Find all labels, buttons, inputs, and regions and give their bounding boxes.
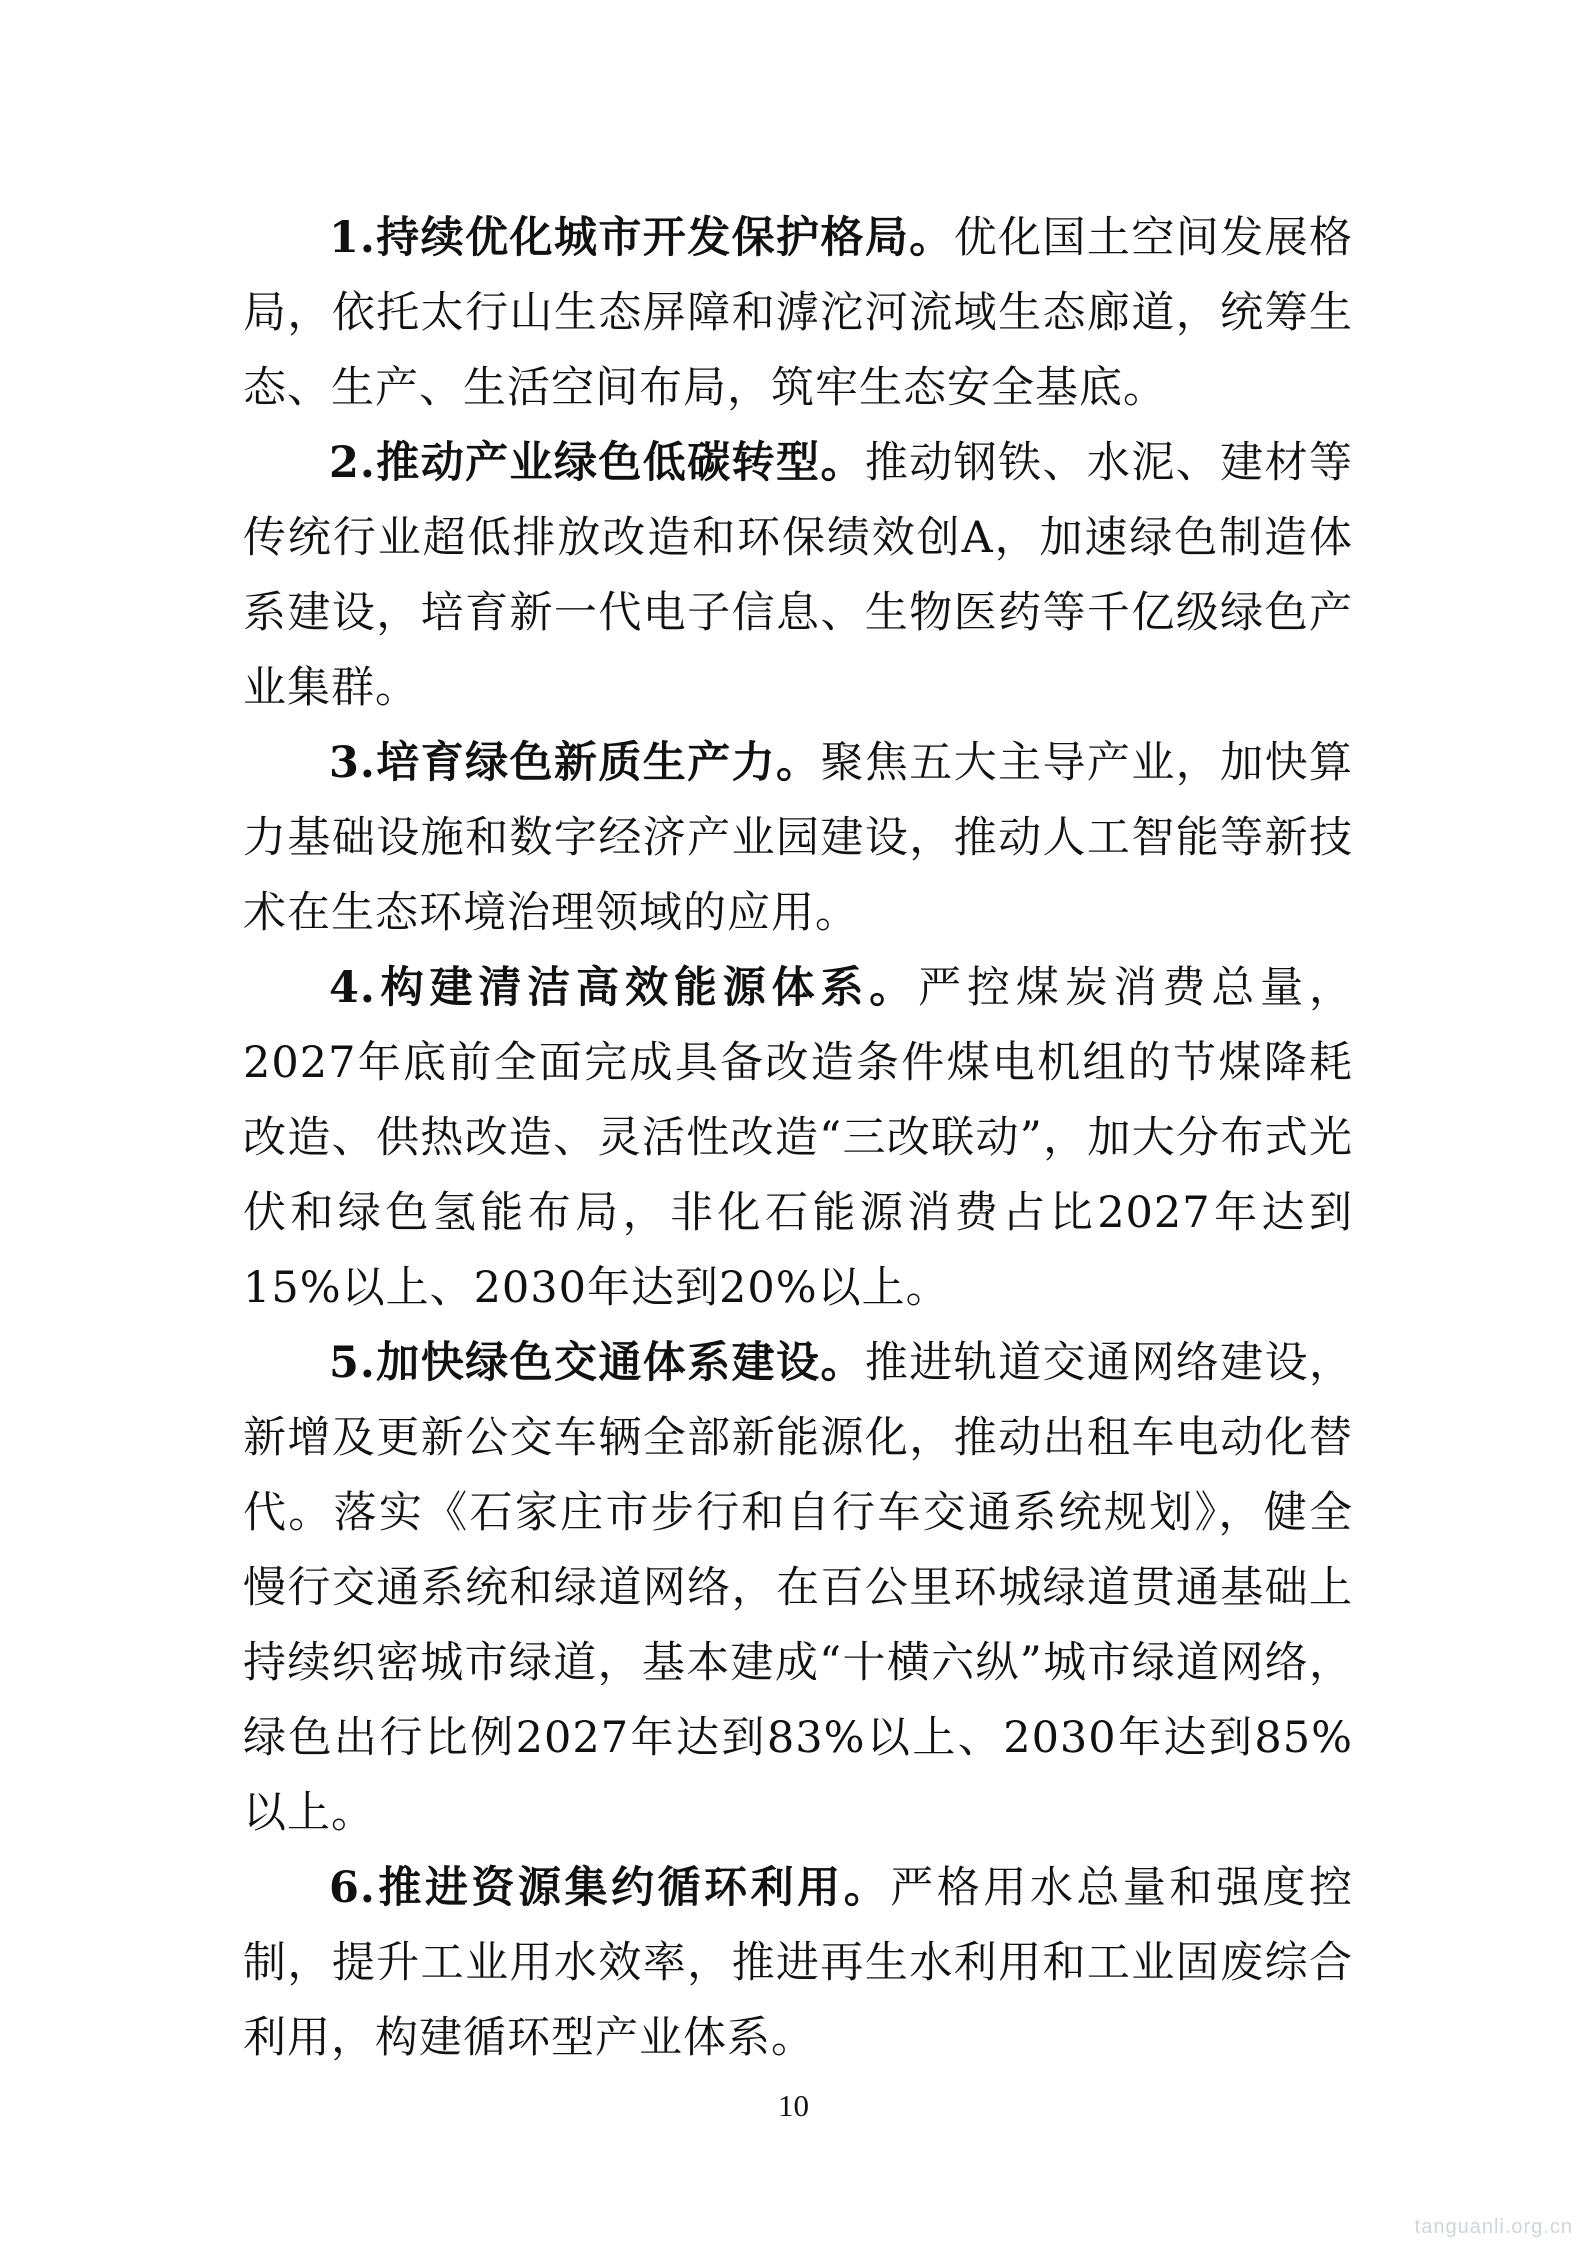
paragraph-2 — [243, 426, 1353, 726]
page-number: 10 — [778, 2088, 809, 2123]
document-body — [243, 201, 1353, 2076]
paragraph-4-heading: 4.构建清洁高效能源体系。 — [329, 963, 919, 1013]
paragraph-4-text: 严控煤炭消费总量，2027年底前全面完成具备改造条件煤电机组的节煤降耗改造、供热改造、灵活性改造“三改联动”，加大分布式光伏和绿色氢能布局，非化石能源消费占比2027年达到15%以上、2030年达到20%以上。 — [243, 963, 1353, 1313]
paragraph-5 — [243, 1326, 1353, 1851]
paragraph-4 — [243, 951, 1353, 1326]
paragraph-2-heading: 2.推动产业绿色低碳转型。 — [329, 438, 865, 488]
paragraph-5-heading: 5.加快绿色交通体系建设。 — [329, 1338, 865, 1388]
paragraph-2-text: 推动钢铁、水泥、建材等传统行业超低排放改造和环保绩效创A，加速绿色制造体系建设，培育新一代电子信息、生物医药等千亿级绿色产业集群。 — [243, 438, 1353, 713]
paragraph-1-heading: 1.持续优化城市开发保护格局。 — [329, 213, 954, 263]
paragraph-1 — [243, 201, 1353, 426]
watermark-text: tanguanli.org.cn — [1414, 2216, 1573, 2238]
paragraph-3-heading: 3.培育绿色新质生产力。 — [329, 738, 821, 788]
paragraph-5-text: 推进轨道交通网络建设，新增及更新公交车辆全部新能源化，推动出租车电动化替代。落实《石家庄市步行和自行车交通系统规划》，健全慢行交通系统和绿道网络，在百公里环城绿道贯通基础上持续织密城市绿道，基本建成“十横六纵”城市绿道网络，绿色出行比例2027年达到83%以上、2030年达到85%以上。 — [243, 1338, 1353, 1838]
paragraph-6-heading: 6.推进资源集约循环利用。 — [329, 1863, 891, 1913]
paragraph-6-text: 严格用水总量和强度控制，提升工业用水效率，推进再生水利用和工业固废综合利用，构建循环型产业体系。 — [243, 1863, 1354, 2063]
paragraph-3 — [243, 726, 1353, 951]
paragraph-6 — [243, 1851, 1353, 2076]
paragraph-3-text: 聚焦五大主导产业，加快算力基础设施和数字经济产业园建设，推动人工智能等新技术在生态环境治理领域的应用。 — [243, 738, 1354, 938]
paragraph-1-text: 优化国土空间发展格局，依托太行山生态屏障和滹沱河流域生态廊道，统筹生态、生产、生活空间布局，筑牢生态安全基底。 — [243, 213, 1353, 413]
